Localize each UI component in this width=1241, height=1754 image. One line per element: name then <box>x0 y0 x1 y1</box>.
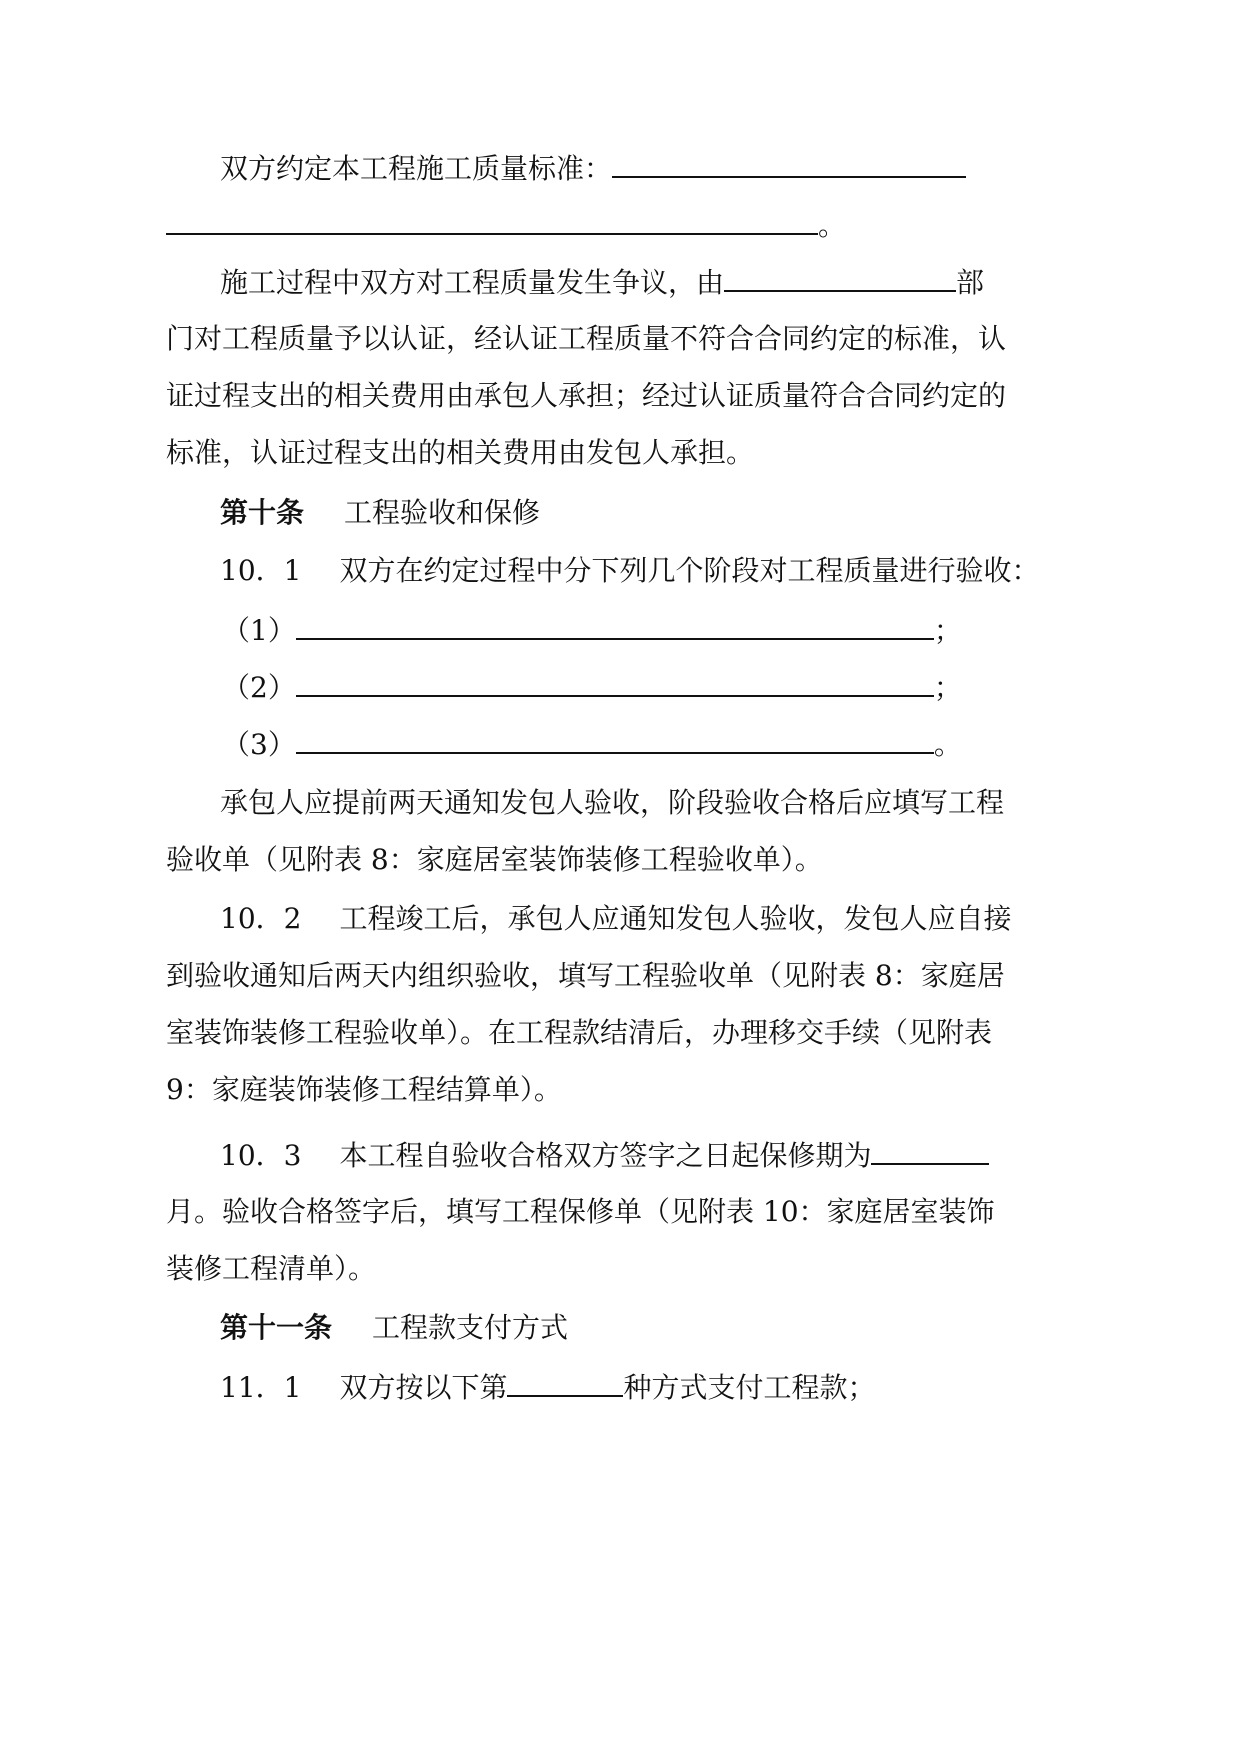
article-11-heading <box>220 1308 568 1348</box>
dispute-line-2: 门对工程质量予以认证，经认证工程质量不符合合同约定的标准，认 <box>166 322 1007 355</box>
clause-11-1-number: 11．1 <box>220 1371 302 1404</box>
quality-standard-line <box>220 148 966 188</box>
notice-line-1: 承包人应提前两天通知发包人验收，阶段验收合格后应填写工程 <box>220 786 1005 819</box>
notice-line-2: 验收单（见附表 8：家庭居室装饰装修工程验收单）。 <box>166 843 823 876</box>
dispute-line-3: 证过程支出的相关费用由承包人承担；经过认证质量符合合同约定的 <box>166 379 1007 412</box>
clause-10-2-line-2: 到验收通知后两天内组织验收，填写工程验收单（见附表 8：家庭居 <box>166 959 1005 992</box>
clause-10-2-text: 工程竣工后，承包人应通知发包人验收，发包人应自接 <box>339 902 1012 935</box>
dispute-dept-blank[interactable] <box>724 262 956 292</box>
clause-10-3-line-3: 装修工程清单）。 <box>166 1252 377 1285</box>
stage-item-blank[interactable] <box>296 724 934 754</box>
clause-10-1 <box>220 551 1039 591</box>
dispute-line-1 <box>220 262 984 302</box>
clause-10-3 <box>220 1135 989 1175</box>
clause-10-2-line-4: 9：家庭装饰装修工程结算单）。 <box>166 1073 562 1106</box>
article-10-heading <box>220 493 540 533</box>
quality-standard-end: 。 <box>818 209 847 242</box>
article-11-number: 第十一条 <box>220 1311 333 1344</box>
stage-item-label: （3） <box>222 728 296 761</box>
stage-item-end: 。 <box>933 728 962 761</box>
quality-standard-blank-2[interactable] <box>166 205 818 235</box>
clause-11-1-text-end: 种方式支付工程款； <box>623 1371 876 1404</box>
stage-item <box>222 610 962 650</box>
dispute-dept-suffix: 部 <box>956 266 985 299</box>
clause-10-3-number: 10．3 <box>220 1139 302 1172</box>
article-11-title: 工程款支付方式 <box>372 1311 569 1344</box>
stage-item-label: （1） <box>222 614 296 647</box>
stage-item <box>222 724 962 764</box>
article-10-title: 工程验收和保修 <box>344 496 541 529</box>
quality-standard-line-2 <box>166 205 846 245</box>
stage-item-end: ； <box>933 671 962 704</box>
stage-item-end: ； <box>933 614 962 647</box>
clause-10-3-line-2: 月。验收合格签字后，填写工程保修单（见附表 10：家庭居室装饰 <box>166 1195 995 1228</box>
clause-10-3-text: 本工程自验收合格双方签字之日起保修期为 <box>339 1139 872 1172</box>
clause-11-1-text: 双方按以下第 <box>339 1371 508 1404</box>
payment-method-blank[interactable] <box>507 1367 623 1397</box>
warranty-period-blank[interactable] <box>871 1135 989 1165</box>
dispute-text: 施工过程中双方对工程质量发生争议，由 <box>220 266 725 299</box>
article-10-number: 第十条 <box>220 496 305 529</box>
clause-10-2-number: 10．2 <box>220 902 302 935</box>
stage-item <box>222 667 962 707</box>
clause-10-2-line-3: 室装饰装修工程验收单）。在工程款结清后，办理移交手续（见附表 <box>166 1016 993 1049</box>
stage-item-blank[interactable] <box>296 610 934 640</box>
clause-11-1 <box>220 1367 875 1407</box>
stage-item-label: （2） <box>222 671 296 704</box>
stage-item-blank[interactable] <box>296 667 934 697</box>
clause-10-2 <box>220 899 1011 939</box>
quality-standard-blank[interactable] <box>612 148 966 178</box>
clause-10-1-text: 双方在约定过程中分下列几个阶段对工程质量进行验收： <box>339 554 1040 587</box>
dispute-line-4: 标准，认证过程支出的相关费用由发包人承担。 <box>166 436 755 469</box>
clause-10-1-number: 10．1 <box>220 554 302 587</box>
quality-standard-label: 双方约定本工程施工质量标准： <box>220 152 613 185</box>
